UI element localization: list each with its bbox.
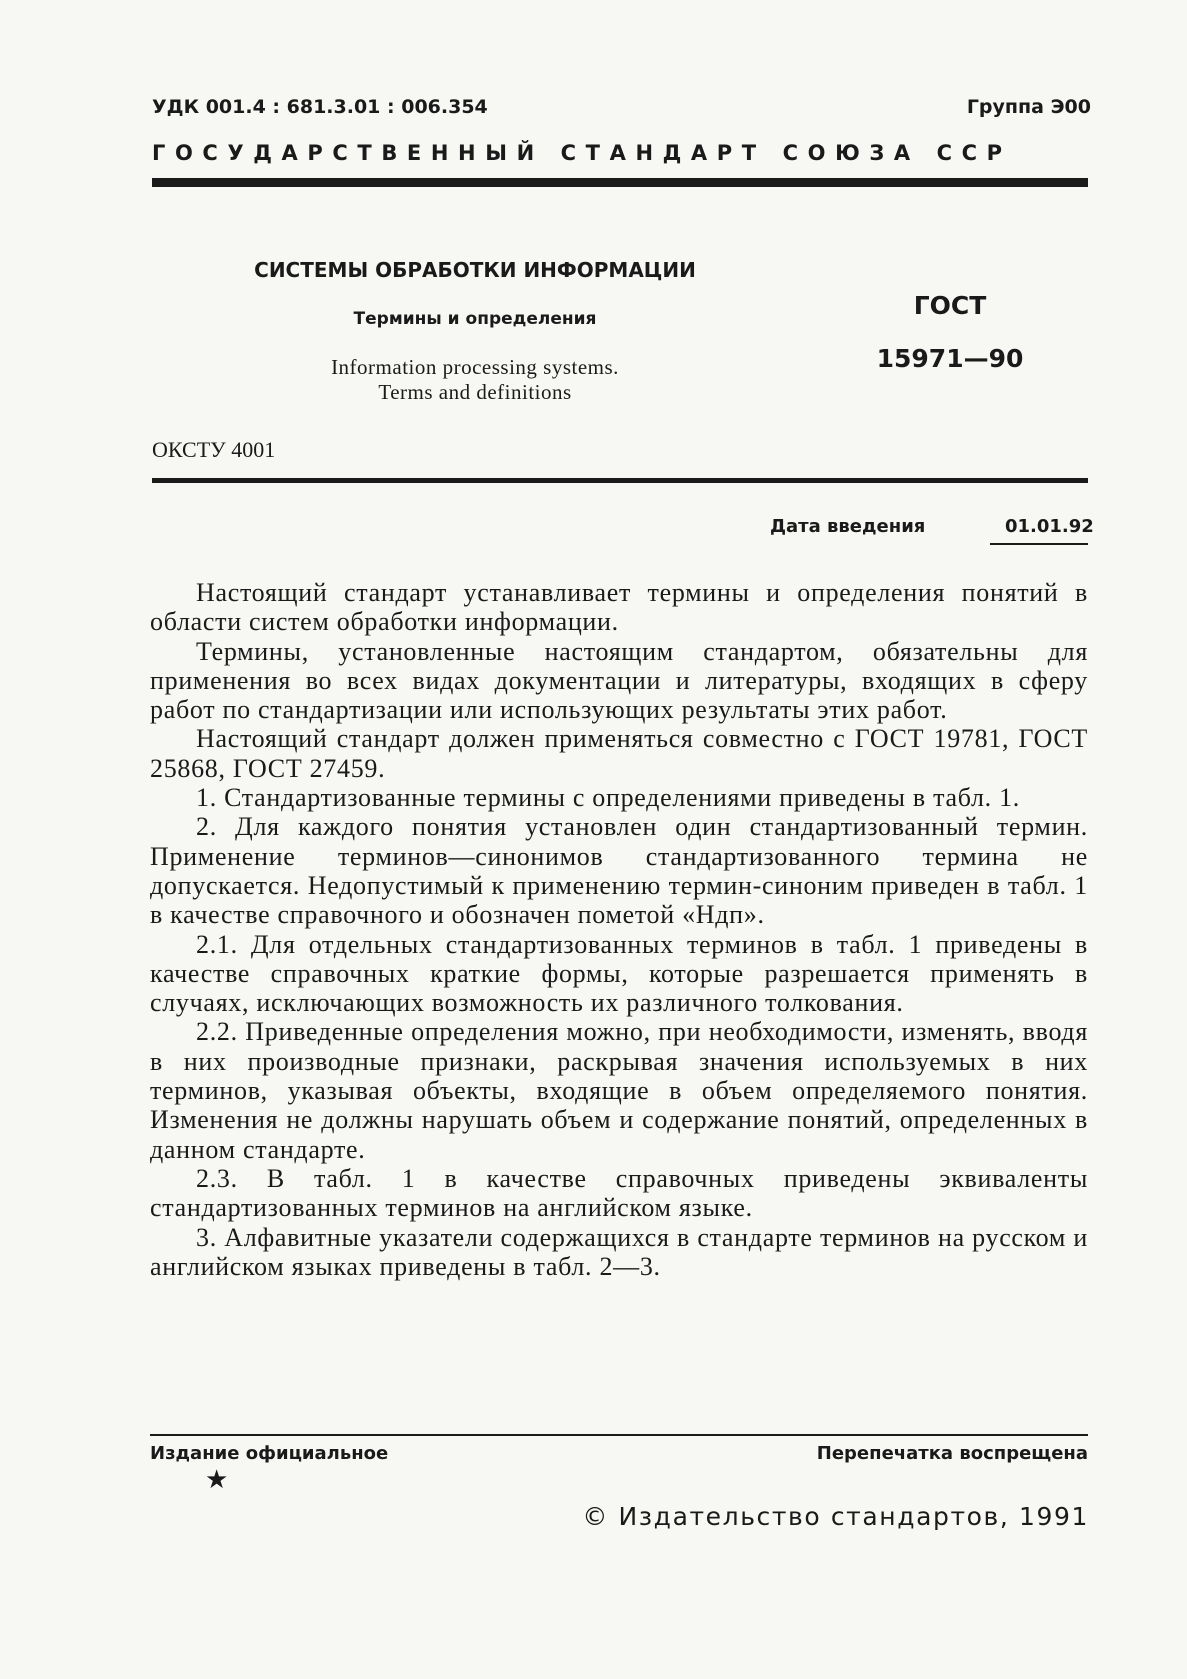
group-code: Группа Э00 xyxy=(966,96,1091,118)
reprint-prohibited-label: Перепечатка воспрещена xyxy=(816,1443,1088,1464)
body-text xyxy=(150,578,1088,1281)
document-title: СИСТЕМЫ ОБРАБОТКИ ИНФОРМАЦИИ xyxy=(254,258,696,282)
paragraph: 2.2. Приведенные определения можно, при необходимости, изменять, вводя в них производные признаки, раскрывая значения используемых в них терминов, указывая объекты, входящие в объем определяемого понятия. Изменения не должны нарушать объем и содержание понятий, определенных в данном стандарте. xyxy=(150,1017,1088,1164)
english-title xyxy=(150,355,800,405)
introduction-date-label: Дата введения xyxy=(770,516,926,537)
paragraph: Настоящий стандарт устанавливает термины и определения понятий в области систем обработки информации. xyxy=(150,578,1088,637)
paragraph: Термины, установленные настоящим стандартом, обязательны для применения во всех видах документации и литературы, входящих в сферу работ по стандартизации или использующих результаты этих работ. xyxy=(150,636,1088,725)
udk-code: УДК 001.4 : 681.3.01 : 006.354 xyxy=(152,96,488,118)
paragraph: Настоящий стандарт должен применяться совместно с ГОСТ 19781, ГОСТ 25868, ГОСТ 27459. xyxy=(150,724,1088,783)
paragraph: 2.1. Для отдельных стандартизованных терминов в табл. 1 приведены в качестве справочных краткие формы, которые разрешается применять в случаях, исключающих возможность их различного толкования. xyxy=(150,929,1088,1018)
official-edition-label: Издание официальное xyxy=(150,1443,389,1464)
date-underline xyxy=(990,543,1088,545)
document-subtitle: Термины и определения xyxy=(353,309,597,329)
star-icon: ★ xyxy=(205,1465,229,1494)
introduction-date: 01.01.92 xyxy=(1005,516,1094,537)
gost-number: 15971—90 xyxy=(876,344,1024,373)
copyright-notice: © Издательство стандартов, 1991 xyxy=(582,1502,1089,1531)
footer-divider xyxy=(150,1434,1088,1436)
paragraph: 2.3. В табл. 1 в качестве справочных приведены эквиваленты стандартизованных терминов на английском языке. xyxy=(150,1163,1088,1223)
english-title-line-2: Terms and definitions xyxy=(378,380,572,404)
header-divider xyxy=(152,178,1088,187)
gost-label: ГОСТ xyxy=(913,291,987,320)
paragraph: 3. Алфавитные указатели содержащихся в стандарте терминов на русском и английском языках приведены в табл. 2—3. xyxy=(150,1222,1088,1281)
paragraph: 2. Для каждого понятия установлен один стандартизованный термин. Применение терминов—синонимов стандартизованного термина не допускается. Недопустимый к применению термин-синоним приведен в табл. 1 в качестве справочного и обозначен пометой «Ндп». xyxy=(150,812,1088,930)
state-standard-heading: ГОСУДАРСТВЕННЫЙ СТАНДАРТ СОЮЗА ССР xyxy=(152,141,1012,165)
okstu-code: ОКСТУ 4001 xyxy=(152,437,276,462)
paragraph: 1. Стандартизованные термины с определениями приведены в табл. 1. xyxy=(196,783,1020,813)
english-title-line-1: Information processing systems. xyxy=(331,355,619,379)
title-divider xyxy=(152,478,1088,483)
